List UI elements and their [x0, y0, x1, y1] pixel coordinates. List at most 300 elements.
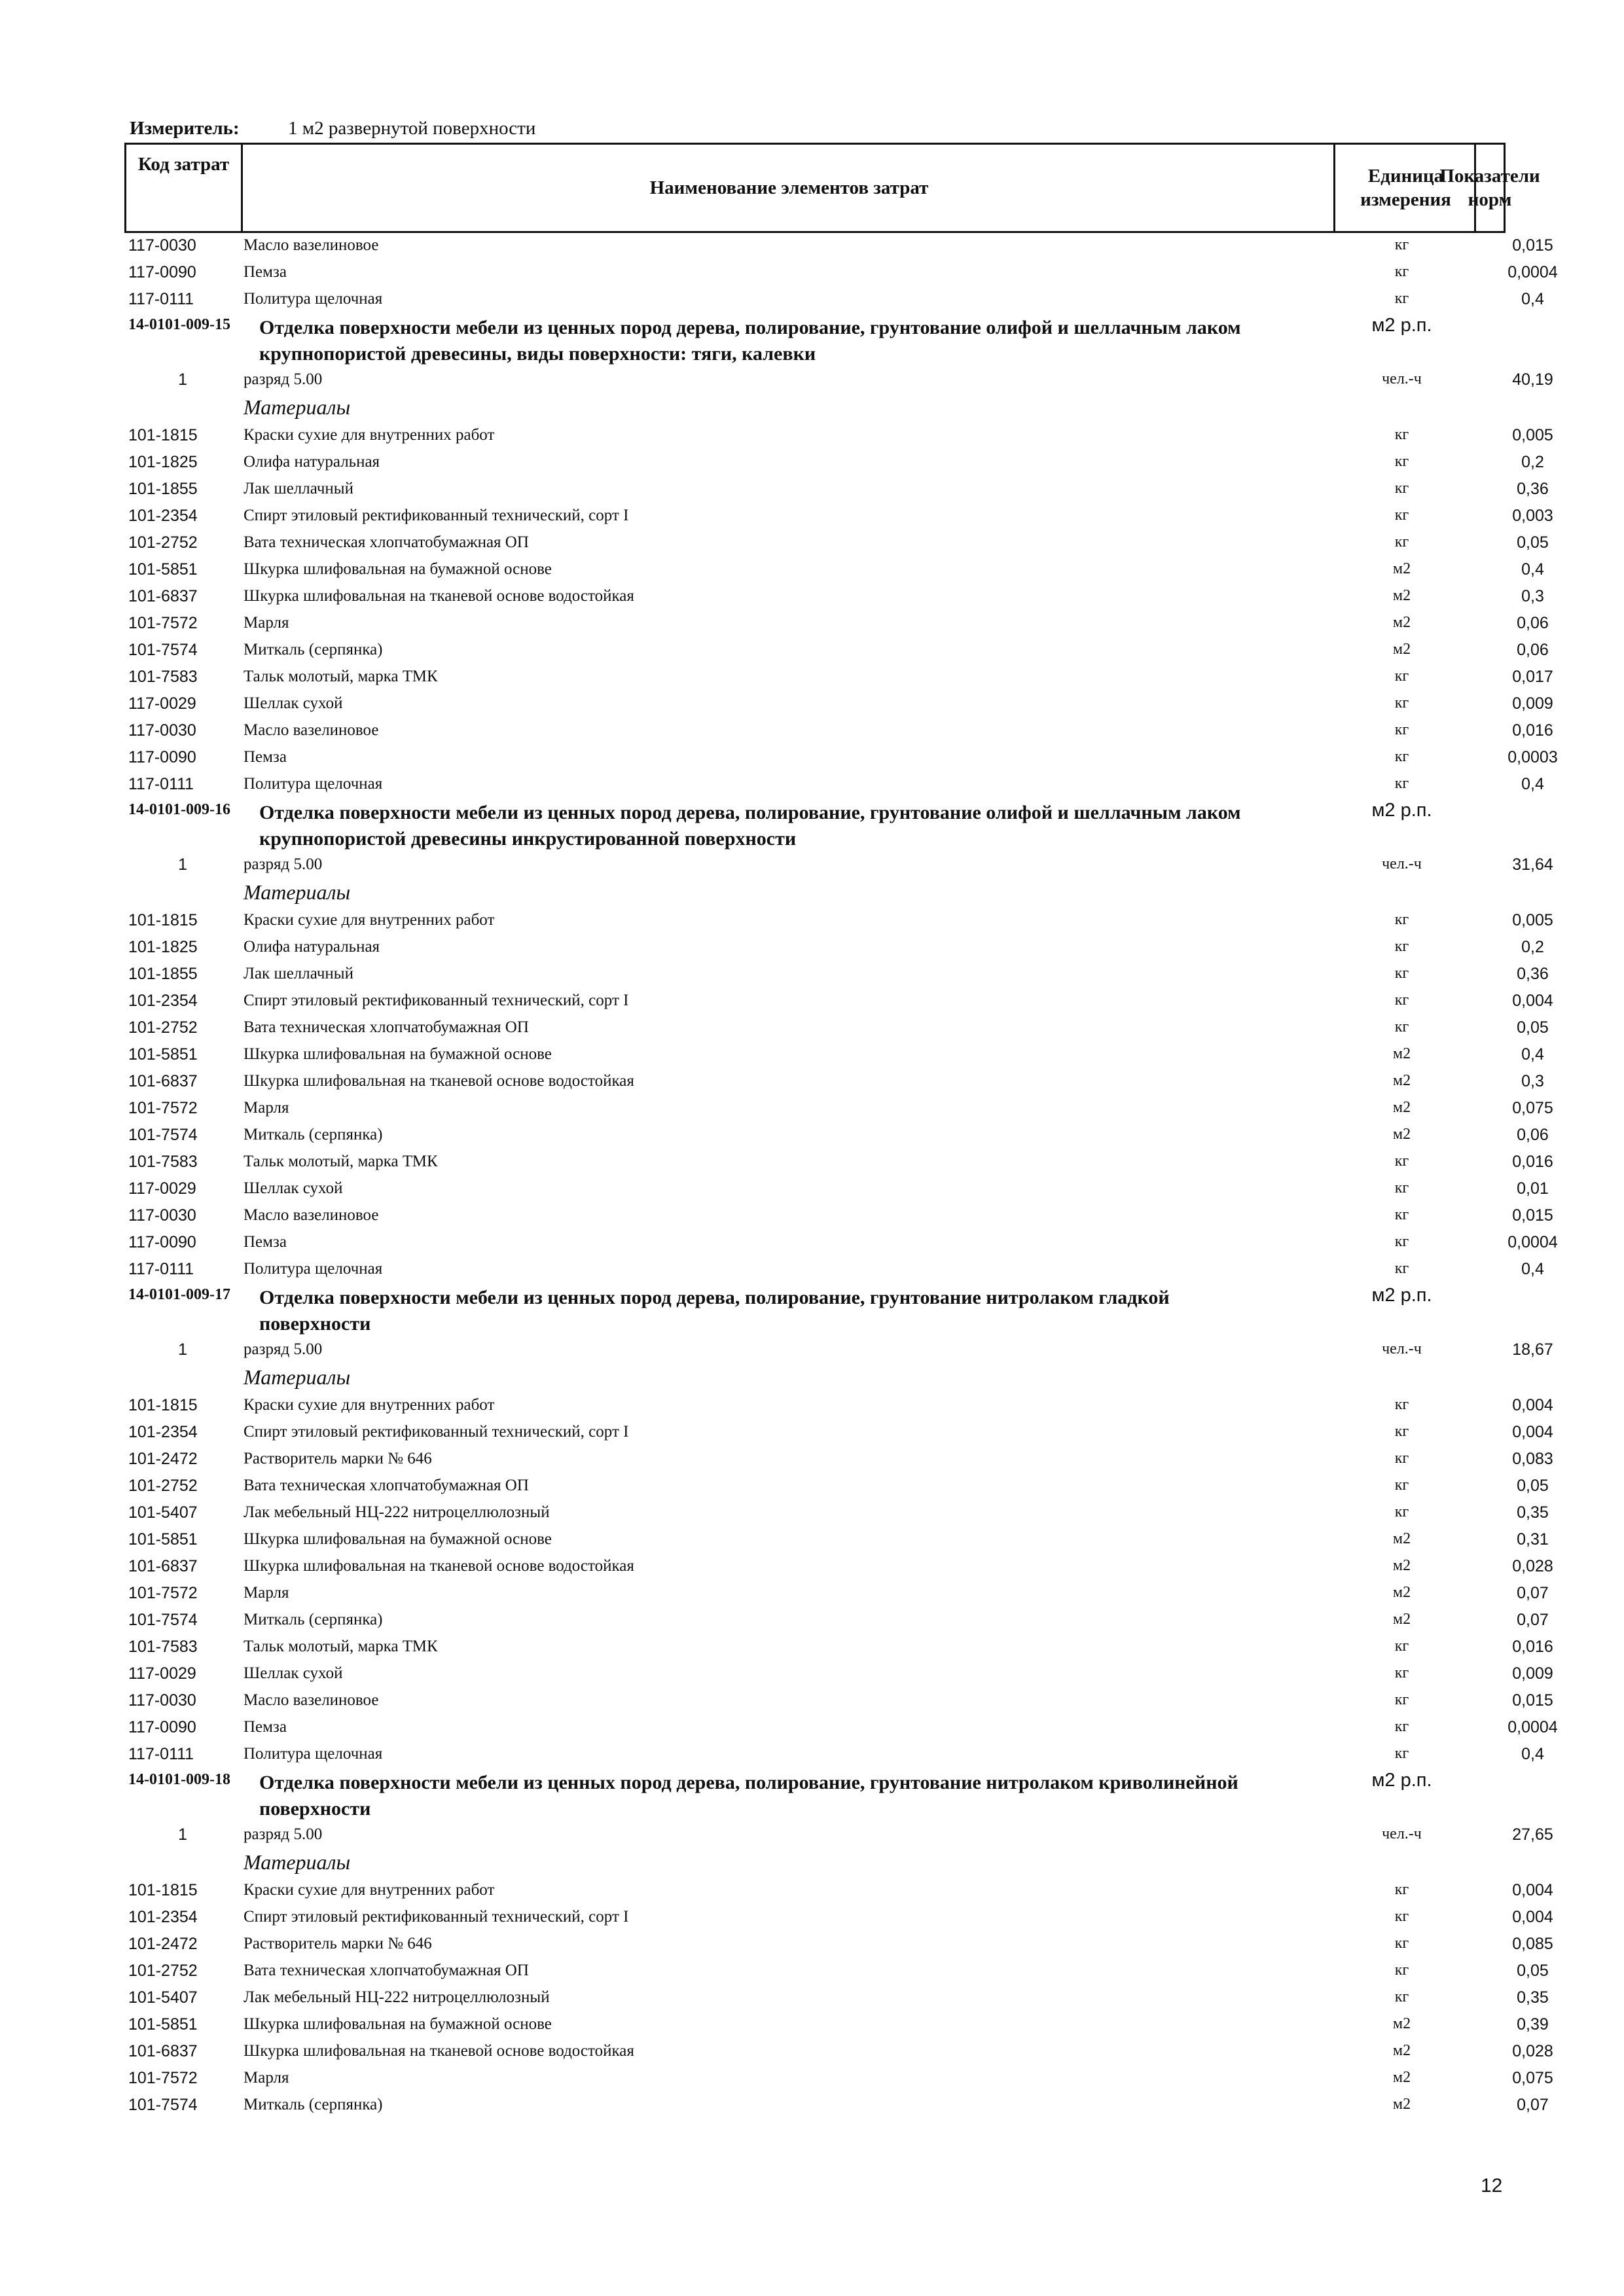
- table-row: [124, 611, 1549, 637]
- table-row: [124, 1661, 1553, 1688]
- table-row: [124, 557, 1544, 584]
- cell-code: 117-0030: [128, 1206, 196, 1225]
- cell-name: разряд 5.00: [244, 1340, 323, 1358]
- header-norm: Показатели норм: [1474, 145, 1504, 231]
- cell-value: 0,07: [1517, 1584, 1549, 1602]
- cell-unit: кг: [1394, 1450, 1409, 1467]
- cell-unit: м2: [1392, 1611, 1411, 1628]
- cell-value: 0,004: [1512, 1908, 1553, 1926]
- table-row: [124, 1878, 1553, 1905]
- cell-unit: м2: [1392, 614, 1411, 631]
- cell-name: Лак мебельный НЦ-222 нитроцеллюлозный: [244, 1988, 550, 2006]
- materials-heading-row: [124, 394, 1506, 423]
- cell-value: 0,4: [1521, 1745, 1544, 1763]
- cell-name: Шеллак сухой: [244, 694, 343, 712]
- cell-unit: м2: [1392, 560, 1411, 577]
- cell-value: 0,0004: [1507, 1233, 1558, 1251]
- table-row: [124, 1527, 1549, 1554]
- cell-unit: кг: [1394, 1988, 1409, 2005]
- cell-unit: кг: [1394, 1153, 1409, 1170]
- cell-value: 0,3: [1521, 1072, 1544, 1090]
- section-row: [124, 798, 1506, 852]
- cell-value: 0,3: [1521, 587, 1544, 605]
- cell-value: 0,2: [1521, 453, 1544, 471]
- cell-name: Пемза: [244, 1233, 287, 1251]
- cell-code: 101-1825: [128, 453, 198, 471]
- cell-name: Шеллак сухой: [244, 1664, 343, 1682]
- cell-code: 117-0030: [128, 236, 196, 255]
- cell-unit: кг: [1394, 1935, 1409, 1952]
- cell-name: Шкурка шлифовальная на тканевой основе водостойкая: [244, 1072, 634, 1090]
- labor-row: [124, 1822, 1553, 1849]
- cell-value: 0,01: [1517, 1179, 1549, 1198]
- cell-name: Вата техническая хлопчатобумажная ОП: [244, 1018, 529, 1036]
- table-row: [124, 2092, 1549, 2119]
- cell-value: 0,0004: [1507, 263, 1558, 281]
- cell-name: Лак шеллачный: [244, 480, 353, 497]
- cell-code: 101-5407: [128, 1988, 198, 2007]
- cell-code: 101-5851: [128, 1530, 198, 1549]
- cell-unit: м2: [1392, 1126, 1411, 1143]
- cell-unit: м2: [1392, 1557, 1411, 1574]
- cell-name: Спирт этиловый ректификованный технический, сорт I: [244, 992, 629, 1009]
- table-header: [124, 143, 1540, 233]
- cell-value: 0,4: [1521, 1260, 1544, 1278]
- cell-unit: кг: [1394, 1745, 1409, 1762]
- cell-name: Марля: [244, 1584, 289, 1602]
- cell-name: Шкурка шлифовальная на тканевой основе водостойкая: [244, 2042, 634, 2060]
- cell-name: Марля: [244, 2069, 289, 2087]
- cell-value: 31,64: [1512, 855, 1553, 874]
- cell-code: 101-7572: [128, 1584, 198, 1602]
- cell-value: 0,07: [1517, 2096, 1549, 2114]
- cell-unit: кг: [1394, 1881, 1409, 1898]
- cell-code: 117-0111: [128, 1745, 194, 1763]
- cell-code: 101-1815: [128, 911, 198, 929]
- cell-value: 0,015: [1512, 1691, 1553, 1710]
- cell-unit: м2 р.п.: [1371, 315, 1432, 336]
- table-row: [124, 1042, 1544, 1069]
- cell-code: 101-1815: [128, 1881, 198, 1899]
- cell-name: Миткаль (серпянка): [244, 1611, 383, 1628]
- cell-unit: чел.-ч: [1382, 1340, 1422, 1357]
- cell-value: 0,06: [1517, 614, 1549, 632]
- cell-unit: кг: [1394, 480, 1409, 497]
- cell-unit: кг: [1394, 1638, 1409, 1655]
- cell-name: Олифа натуральная: [244, 453, 380, 471]
- cell-value: 0,2: [1521, 938, 1544, 956]
- cell-name: Материалы: [244, 1850, 351, 1874]
- cell-unit: кг: [1394, 1018, 1409, 1035]
- table-row: [124, 1742, 1544, 1768]
- cell-name: Тальк молотый, марка ТМК: [244, 1638, 438, 1655]
- table-row: [124, 908, 1553, 935]
- cell-value: 0,004: [1512, 992, 1553, 1010]
- cell-value: 0,004: [1512, 1396, 1553, 1414]
- cell-name: Тальк молотый, марка ТМК: [244, 1153, 438, 1170]
- cell-code: 101-2354: [128, 1423, 198, 1441]
- measure-value: 1 м2 развернутой поверхности: [288, 118, 536, 139]
- cell-name: Растворитель марки № 646: [244, 1935, 432, 1952]
- cell-name: Миткаль (серпянка): [244, 641, 383, 658]
- table-row: [124, 1500, 1549, 1527]
- table-row: [124, 1905, 1553, 1931]
- table-row: [124, 530, 1549, 557]
- table-row: [124, 1393, 1553, 1420]
- cell-name: Краски сухие для внутренних работ: [244, 1881, 495, 1899]
- cell-name: Олифа натуральная: [244, 938, 380, 956]
- table-row: [124, 1203, 1553, 1230]
- norms-sheet: [124, 118, 1558, 2119]
- table-row: [124, 423, 1553, 450]
- cell-unit: кг: [1394, 1179, 1409, 1196]
- table-row: [124, 691, 1553, 718]
- cell-code: 101-1855: [128, 480, 198, 498]
- cell-unit: кг: [1394, 533, 1409, 550]
- cell-unit: кг: [1394, 236, 1409, 253]
- cell-value: 0,0004: [1507, 1718, 1558, 1736]
- cell-unit: м2: [1392, 641, 1411, 658]
- cell-code: 101-1825: [128, 938, 198, 956]
- cell-code: 101-1815: [128, 426, 198, 444]
- cell-name: разряд 5.00: [244, 855, 323, 873]
- cell-unit: кг: [1394, 1962, 1409, 1979]
- cell-name: Вата техническая хлопчатобумажная ОП: [244, 1962, 529, 1979]
- table-row: [124, 1581, 1549, 1607]
- cell-name: Материалы: [244, 395, 351, 419]
- cell-unit: м2: [1392, 2096, 1411, 2113]
- cell-value: 0,4: [1521, 560, 1544, 579]
- cell-value: 0,4: [1521, 290, 1544, 308]
- cell-name: Миткаль (серпянка): [244, 2096, 383, 2113]
- cell-name: Вата техническая хлопчатобумажная ОП: [244, 1477, 529, 1494]
- section-row: [124, 314, 1506, 367]
- table-row: [124, 1985, 1549, 2012]
- cell-code: 101-6837: [128, 2042, 198, 2060]
- cell-unit: чел.-ч: [1382, 1825, 1422, 1842]
- cell-code: 101-7572: [128, 2069, 198, 2087]
- cell-name: Шкурка шлифовальная на тканевой основе водостойкая: [244, 1557, 634, 1575]
- cell-code: 117-0090: [128, 748, 196, 766]
- cell-unit: кг: [1394, 507, 1409, 524]
- cell-code: 117-0090: [128, 263, 196, 281]
- cell-value: 0,39: [1517, 2015, 1549, 2034]
- table-row: [124, 718, 1553, 745]
- cell-name: разряд 5.00: [244, 1825, 323, 1843]
- cell-unit: кг: [1394, 1691, 1409, 1708]
- cell-name: Миткаль (серпянка): [244, 1126, 383, 1143]
- table-row: [124, 1634, 1553, 1661]
- cell-code: 101-6837: [128, 1072, 198, 1090]
- cell-unit: м2: [1392, 1584, 1411, 1601]
- cell-name: Растворитель марки № 646: [244, 1450, 432, 1467]
- cell-name: Масло вазелиновое: [244, 1691, 379, 1709]
- cell-name: Шкурка шлифовальная на тканевой основе водостойкая: [244, 587, 634, 605]
- cell-name: Краски сухие для внутренних работ: [244, 426, 495, 444]
- cell-unit: кг: [1394, 1423, 1409, 1440]
- cell-value: 0,4: [1521, 1045, 1544, 1064]
- cell-code: 117-0029: [128, 1179, 196, 1198]
- table-row: [124, 2012, 1549, 2039]
- labor-row: [124, 1337, 1553, 1364]
- cell-code: 117-0090: [128, 1718, 196, 1736]
- cell-value: 0,06: [1517, 641, 1549, 659]
- cell-name: Отделка поверхности мебели из ценных пород дерева, полирование, грунтование нитролаком криволинейной поверхности: [259, 1772, 1238, 1820]
- cell-name: Пемза: [244, 263, 287, 281]
- table-row: [124, 637, 1549, 664]
- cell-code: 101-6837: [128, 587, 198, 605]
- cell-name: Краски сухие для внутренних работ: [244, 911, 495, 929]
- cell-value: 0,35: [1517, 1503, 1549, 1522]
- cell-code: 14-0101-009-17: [128, 1286, 230, 1303]
- cell-name: Шкурка шлифовальная на бумажной основе: [244, 1530, 552, 1548]
- cell-code: 101-2752: [128, 1477, 198, 1495]
- table-row: [124, 1230, 1558, 1257]
- cell-value: 0,05: [1517, 533, 1549, 552]
- cell-code: 117-0029: [128, 1664, 196, 1683]
- table-row: [124, 1958, 1549, 1985]
- cell-name: Отделка поверхности мебели из ценных пород дерева, полирование, грунтование олифой и шеллачным лаком крупнопористой древесины инкрустированной поверхности: [259, 802, 1241, 850]
- cell-code: 101-2354: [128, 1908, 198, 1926]
- cell-name: Пемза: [244, 1718, 287, 1736]
- table-row: [124, 2066, 1553, 2092]
- cell-name: Лак мебельный НЦ-222 нитроцеллюлозный: [244, 1503, 550, 1521]
- cell-name: Отделка поверхности мебели из ценных пород дерева, полирование, грунтование олифой и шеллачным лаком крупнопористой древесины, виды поверхности: тяги, калевки: [259, 317, 1241, 365]
- cell-code: 1: [178, 855, 187, 874]
- cell-value: 0,005: [1512, 426, 1553, 444]
- cell-value: 0,36: [1517, 965, 1549, 983]
- table-row: [124, 476, 1549, 503]
- cell-unit: кг: [1394, 453, 1409, 470]
- cell-code: 117-0030: [128, 1691, 196, 1710]
- table-row: [124, 961, 1549, 988]
- cell-unit: м2: [1392, 1072, 1411, 1089]
- table-row: [124, 1607, 1549, 1634]
- header-name: Наименование элементов затрат: [241, 145, 1335, 231]
- table-row: [124, 584, 1544, 611]
- cell-code: 117-0030: [128, 721, 196, 740]
- table-row: [124, 1446, 1553, 1473]
- cell-unit: кг: [1394, 1233, 1409, 1250]
- cell-value: 0,004: [1512, 1423, 1553, 1441]
- cell-unit: чел.-ч: [1382, 370, 1422, 387]
- table-row: [124, 664, 1553, 691]
- cell-unit: чел.-ч: [1382, 855, 1422, 872]
- cell-code: 101-1815: [128, 1396, 198, 1414]
- cell-value: 0,017: [1512, 668, 1553, 686]
- cell-unit: кг: [1394, 1260, 1409, 1277]
- cell-code: 101-2752: [128, 533, 198, 552]
- cell-unit: кг: [1394, 911, 1409, 928]
- cell-code: 101-7583: [128, 1153, 198, 1171]
- cell-value: 0,085: [1512, 1935, 1553, 1953]
- cell-unit: кг: [1394, 668, 1409, 685]
- cell-value: 0,05: [1517, 1962, 1549, 1980]
- cell-value: 0,016: [1512, 1638, 1553, 1656]
- cell-name: Спирт этиловый ректификованный технический, сорт I: [244, 507, 629, 524]
- cell-name: разряд 5.00: [244, 370, 323, 388]
- cell-unit: кг: [1394, 1718, 1409, 1735]
- cell-unit: кг: [1394, 965, 1409, 982]
- cell-value: 0,36: [1517, 480, 1549, 498]
- cell-unit: кг: [1394, 992, 1409, 1009]
- table-row: [124, 503, 1553, 530]
- cell-name: Лак шеллачный: [244, 965, 353, 982]
- cell-code: 101-2472: [128, 1935, 198, 1953]
- table-row: [124, 1931, 1553, 1958]
- cell-unit: м2: [1392, 1045, 1411, 1062]
- cell-value: 0,016: [1512, 1153, 1553, 1171]
- cell-value: 27,65: [1512, 1825, 1553, 1844]
- cell-code: 101-7572: [128, 614, 198, 632]
- materials-heading-row: [124, 1849, 1506, 1878]
- cell-code: 101-2752: [128, 1018, 198, 1037]
- cell-unit: кг: [1394, 1206, 1409, 1223]
- cell-unit: м2 р.п.: [1371, 1285, 1432, 1306]
- cell-unit: кг: [1394, 290, 1409, 307]
- cell-value: 0,016: [1512, 721, 1553, 740]
- cell-code: 1: [178, 1825, 187, 1844]
- cell-code: 117-0090: [128, 1233, 196, 1251]
- cell-name: Вата техническая хлопчатобумажная ОП: [244, 533, 529, 551]
- cell-value: 0,075: [1512, 1099, 1553, 1117]
- cell-value: 0,075: [1512, 2069, 1553, 2087]
- cell-code: 14-0101-009-18: [128, 1771, 230, 1788]
- cell-value: 0,005: [1512, 911, 1553, 929]
- cell-code: 101-7583: [128, 1638, 198, 1656]
- cell-code: 14-0101-009-16: [128, 801, 230, 818]
- table-row: [124, 1096, 1553, 1122]
- cell-code: 101-7574: [128, 1611, 198, 1629]
- materials-heading-row: [124, 879, 1506, 908]
- cell-code: 101-7583: [128, 668, 198, 686]
- cell-unit: кг: [1394, 694, 1409, 711]
- cell-name: Спирт этиловый ректификованный технический, сорт I: [244, 1423, 629, 1441]
- cell-unit: м2 р.п.: [1371, 800, 1432, 821]
- cell-name: Масло вазелиновое: [244, 721, 379, 739]
- cell-code: 101-5851: [128, 1045, 198, 1064]
- cell-unit: кг: [1394, 426, 1409, 443]
- cell-unit: м2: [1392, 2042, 1411, 2059]
- table-row: [124, 1122, 1549, 1149]
- cell-value: 0,015: [1512, 1206, 1553, 1225]
- materials-heading-row: [124, 1364, 1506, 1393]
- cell-value: 0,07: [1517, 1611, 1549, 1629]
- table-row: [124, 988, 1553, 1015]
- cell-code: 101-2354: [128, 992, 198, 1010]
- cell-value: 0,06: [1517, 1126, 1549, 1144]
- table-row: [124, 260, 1558, 287]
- table-row: [124, 1715, 1558, 1742]
- table-row: [124, 1176, 1549, 1203]
- cell-value: 0,35: [1517, 1988, 1549, 2007]
- cell-code: 101-6837: [128, 1557, 198, 1575]
- cell-unit: м2 р.п.: [1371, 1770, 1432, 1791]
- table-row: [124, 287, 1544, 314]
- cell-name: Тальк молотый, марка ТМК: [244, 668, 438, 685]
- cell-unit: м2: [1392, 2069, 1411, 2086]
- table-row: [124, 1257, 1544, 1283]
- table-row: [124, 1688, 1553, 1715]
- table-row: [124, 233, 1553, 260]
- table-row: [124, 1554, 1553, 1581]
- labor-row: [124, 367, 1553, 394]
- cell-code: 117-0029: [128, 694, 196, 713]
- cell-code: 101-7574: [128, 1126, 198, 1144]
- cell-unit: кг: [1394, 721, 1409, 738]
- cell-value: 0,0003: [1507, 748, 1558, 766]
- cell-unit: кг: [1394, 1503, 1409, 1520]
- cell-unit: кг: [1394, 1664, 1409, 1681]
- cell-value: 0,31: [1517, 1530, 1549, 1549]
- cell-name: Политура щелочная: [244, 1745, 383, 1763]
- cell-code: 101-2472: [128, 1450, 198, 1468]
- cell-unit: кг: [1394, 1908, 1409, 1925]
- cell-unit: кг: [1394, 1396, 1409, 1413]
- header-unit: Единица измерения: [1333, 145, 1476, 231]
- cell-name: Политура щелочная: [244, 775, 383, 793]
- cell-name: Марля: [244, 1099, 289, 1117]
- cell-unit: м2: [1392, 1099, 1411, 1116]
- table-body: [124, 233, 1558, 2119]
- cell-unit: кг: [1394, 263, 1409, 280]
- cell-code: 117-0111: [128, 1260, 194, 1278]
- cell-code: 1: [178, 370, 187, 389]
- cell-code: 101-5407: [128, 1503, 198, 1522]
- cell-code: 101-2354: [128, 507, 198, 525]
- page-number: 12: [1481, 2175, 1503, 2197]
- header-code: Код затрат: [137, 154, 230, 175]
- table-row: [124, 935, 1544, 961]
- cell-code: 101-1855: [128, 965, 198, 983]
- labor-row: [124, 852, 1553, 879]
- cell-code: 117-0111: [128, 290, 194, 308]
- cell-unit: м2: [1392, 2015, 1411, 2032]
- measure-line: [124, 118, 1506, 143]
- cell-code: 101-5851: [128, 560, 198, 579]
- cell-name: Отделка поверхности мебели из ценных пород дерева, полирование, грунтование нитролаком гладкой поверхности: [259, 1287, 1170, 1335]
- cell-unit: кг: [1394, 748, 1409, 765]
- cell-code: 101-5851: [128, 2015, 198, 2034]
- cell-code: 117-0111: [128, 775, 194, 793]
- cell-name: Масло вазелиновое: [244, 1206, 379, 1224]
- table-row: [124, 1015, 1549, 1042]
- cell-name: Шкурка шлифовальная на бумажной основе: [244, 2015, 552, 2033]
- table-row: [124, 1420, 1553, 1446]
- cell-name: Шкурка шлифовальная на бумажной основе: [244, 1045, 552, 1063]
- cell-value: 0,05: [1517, 1018, 1549, 1037]
- table-row: [124, 1069, 1544, 1096]
- table-row: [124, 772, 1544, 798]
- cell-code: 101-2752: [128, 1962, 198, 1980]
- table-row: [124, 450, 1544, 476]
- cell-code: 101-7574: [128, 2096, 198, 2114]
- cell-value: 0,009: [1512, 1664, 1553, 1683]
- cell-value: 0,4: [1521, 775, 1544, 793]
- cell-value: 18,67: [1512, 1340, 1553, 1359]
- cell-code: 14-0101-009-15: [128, 316, 230, 333]
- table-row: [124, 745, 1558, 772]
- cell-value: 0,003: [1512, 507, 1553, 525]
- cell-value: 0,05: [1517, 1477, 1549, 1495]
- cell-unit: кг: [1394, 938, 1409, 955]
- cell-name: Спирт этиловый ректификованный технический, сорт I: [244, 1908, 629, 1926]
- cell-unit: м2: [1392, 1530, 1411, 1547]
- cell-name: Марля: [244, 614, 289, 632]
- cell-name: Пемза: [244, 748, 287, 766]
- cell-name: Политура щелочная: [244, 290, 383, 308]
- cell-unit: кг: [1394, 775, 1409, 792]
